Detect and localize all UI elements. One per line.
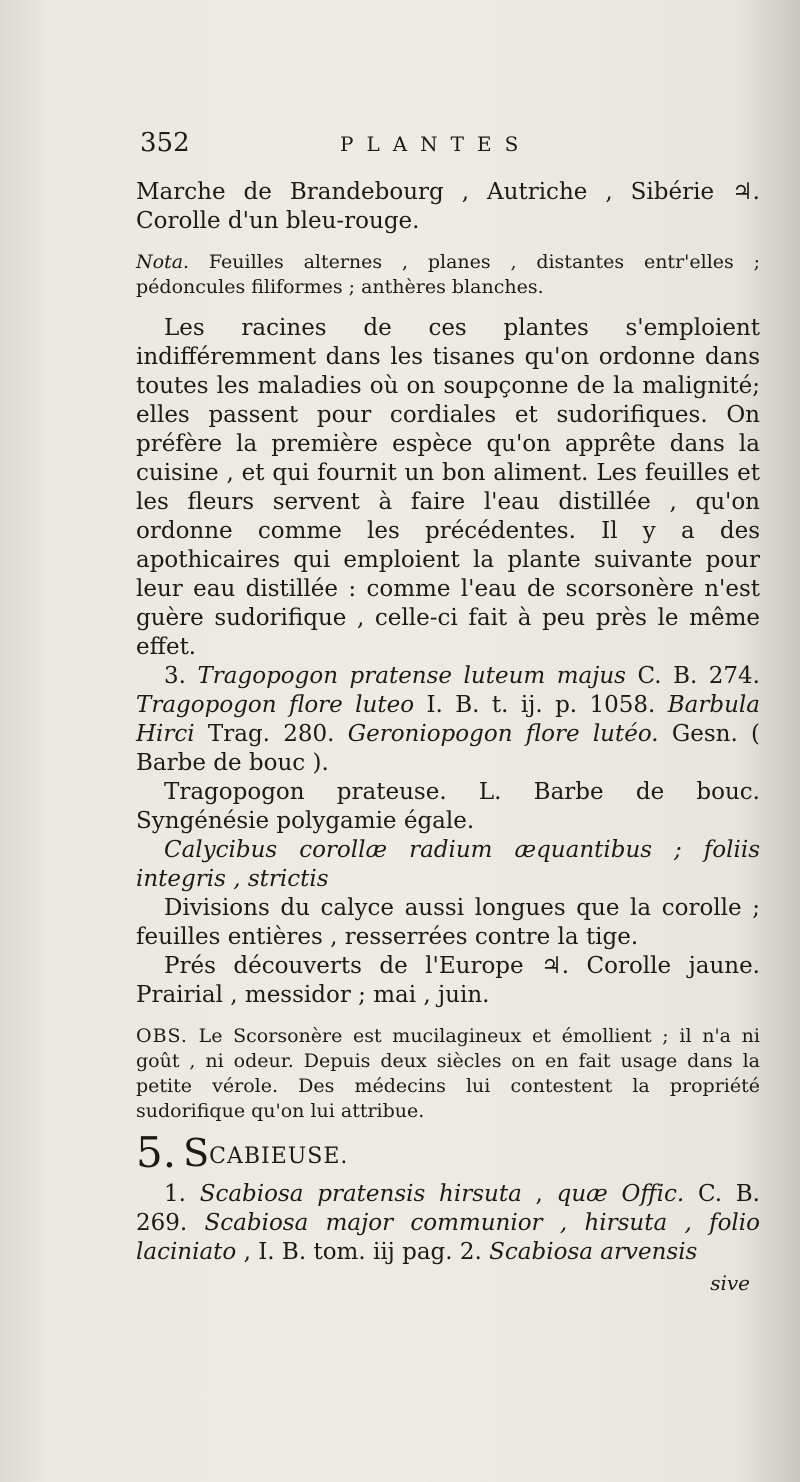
page-number: 352: [140, 128, 190, 158]
nota-text: Feuilles alternes , planes , distantes entr'elles ; pédoncules filiformes ; anthères blanches.: [136, 251, 760, 298]
reference: Trag. 280.: [194, 721, 348, 747]
reference: C. B. 269.: [136, 1181, 760, 1236]
paragraph-species-3: [136, 662, 760, 778]
reference: C. B. 274.: [625, 663, 760, 689]
nota-label: Nota.: [136, 251, 190, 273]
reference: I. B. t. ij. p. 1058.: [414, 692, 668, 718]
paragraph-description: Divisions du calyce aussi longues que la corolle ; feuilles entières , resserrées contre la tige.: [136, 895, 760, 950]
latin-name: Scabiosa major communior , hirsuta , folio laciniato: [136, 1210, 760, 1265]
latin-name: Tragopogon flore luteo: [136, 692, 415, 718]
latin-name: Scabiosa pratensis hirsuta: [199, 1181, 522, 1207]
reference: Gesn. ( Barbe de bouc ).: [136, 721, 760, 776]
obs-text: Le Scorsonère est mucilagineux et émollient ; il n'a ni goût , ni odeur. Depuis deux siècles on en fait usage dans la petite vérole. Des médecins lui contestent la propriété sudorifique qu'on lui attribue.: [136, 1025, 760, 1122]
section-initial: S: [183, 1131, 210, 1175]
reference: ,: [521, 1181, 557, 1207]
paragraph-uses: Les racines de ces plantes s'emploient indifféremment dans les tisanes qu'on ordonne dans toutes les maladies où on soupçonne de la malignité; elles passent pour cordiales et sudorifiques. On préfère la première espèce qu'on apprête dans la cuisine , et qui fournit un bon aliment. Les feuilles et les fleurs servent à faire l'eau distillée , qu'on ordonne comme les précédentes. Il y a des apothicaires qui emploient la plante suivante pour leur eau distillée : comme l'eau de scorsonère n'est guère sudorifique , celle-ci fait à peu près le même effet.: [136, 315, 760, 660]
obs-label: OBS.: [136, 1025, 188, 1047]
paragraph-latin-diagnosis: Calycibus corollæ radium æquantibus ; foliis integris , strictis: [136, 837, 760, 892]
section-number: 5.: [136, 1128, 177, 1177]
latin-name: quæ Offic.: [556, 1181, 685, 1207]
section-title: [136, 1128, 760, 1177]
latin-name: Tragopogon pratense luteum majus: [197, 663, 626, 689]
species-number: 1.: [164, 1181, 200, 1207]
latin-name: Barbula Hirci: [136, 692, 760, 747]
reference: , I. B. tom. iij pag. 2.: [236, 1239, 490, 1265]
catchword: sive: [710, 1271, 750, 1295]
species-number: 3.: [164, 663, 198, 689]
paragraph-french-name: Tragopogon prateuse. L. Barbe de bouc. Syngénésie polygamie égale.: [136, 779, 760, 834]
running-head: PLANTES: [340, 132, 532, 156]
body-text: [136, 178, 760, 1295]
paragraph-species-1: [136, 1180, 760, 1267]
section-name: CABIEUSE.: [209, 1144, 349, 1169]
latin-name: Scabiosa arvensis: [489, 1239, 698, 1265]
page-header: [140, 128, 750, 168]
nota-paragraph: [136, 250, 760, 300]
paragraph-habitat: Marche de Brandebourg , Autriche , Sibérie ♃. Corolle d'un bleu-rouge.: [136, 179, 760, 234]
paragraph-location: Prés découverts de l'Europe ♃. Corolle jaune. Prairial , messidor ; mai , juin.: [136, 953, 760, 1008]
latin-name: Geroniopogon flore lutéo.: [347, 721, 659, 747]
obs-paragraph: [136, 1024, 760, 1124]
